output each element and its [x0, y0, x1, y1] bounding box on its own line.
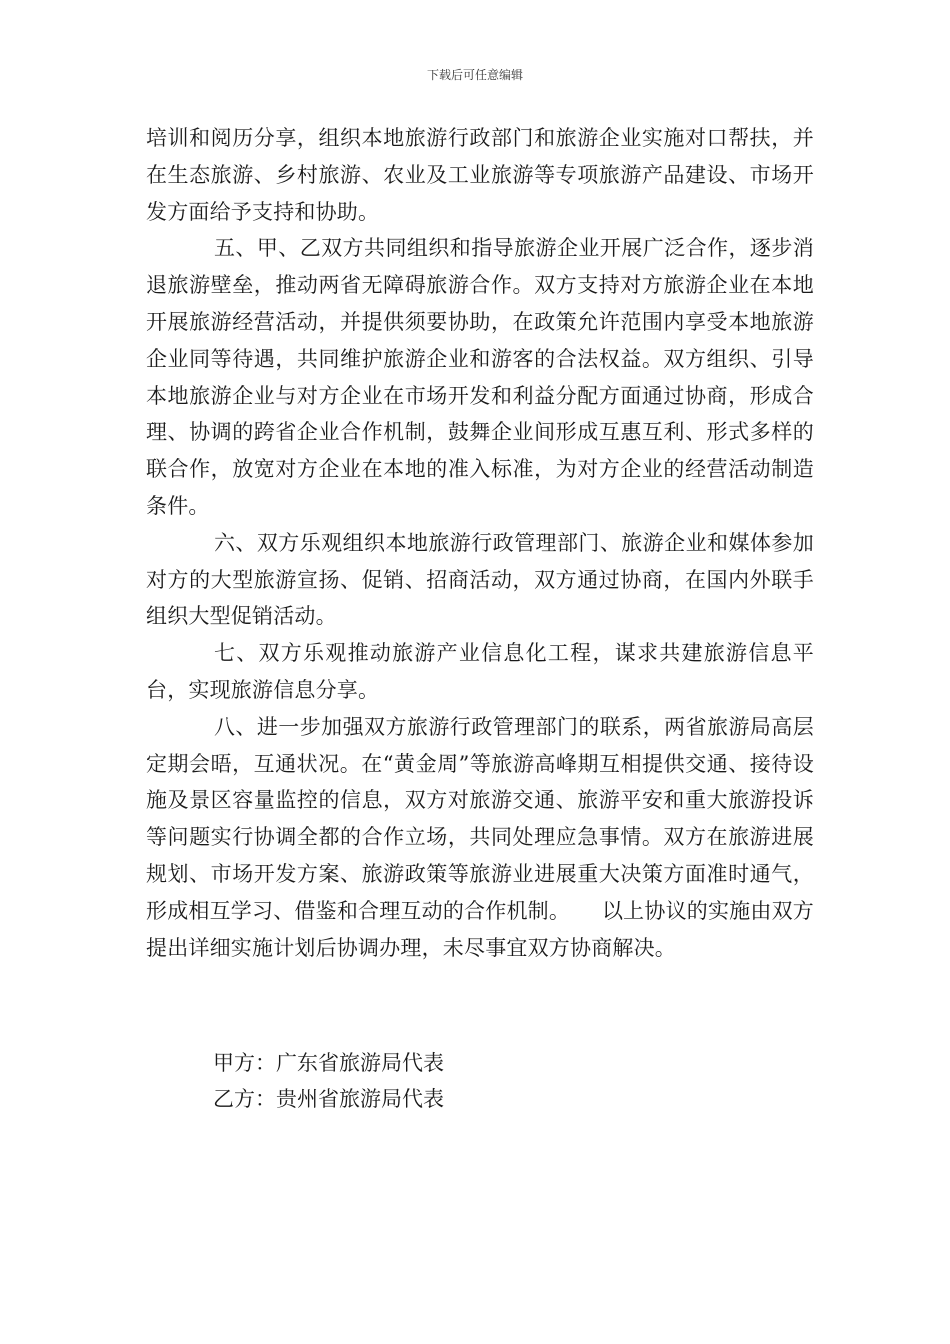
paragraph-article-6: 六、双方乐观组织本地旅游行政管理部门、旅游企业和媒体参加对方的大型旅游宣扬、促销、招商活动，双方通过协商，在国内外联手组织大型促销活动。 [146, 530, 814, 629]
paragraph-article-5: 五、甲、乙双方共同组织和指导旅游企业开展广泛合作，逐步消退旅游壁垒，推动两省无障碍旅游合作。双方支持对方旅游企业在本地开展旅游经营活动，并提供须要协助，在政策允许范围内享受本地旅游企业同等待遇，共同维护旅游企业和游客的合法权益。双方组织、引导本地旅游企业与对方企业在市场开发和利益分配方面通过协商，形成合理、协调的跨省企业合作机制，鼓舞企业间形成互惠互利、形式多样的联合作，放宽对方企业在本地的准入标准，为对方企业的经营活动制造条件。 [146, 236, 814, 518]
signature-block [213, 1045, 444, 1117]
page-header-note: 下载后可任意编辑 [426, 68, 523, 82]
document-body [146, 120, 814, 966]
paragraph-article-7: 七、双方乐观推动旅游产业信息化工程，谋求共建旅游信息平台，实现旅游信息分享。 [146, 641, 814, 702]
signature-party-a: 甲方：广东省旅游局代表 [213, 1051, 444, 1075]
signature-party-b: 乙方：贵州省旅游局代表 [213, 1087, 444, 1111]
paragraph-continuation: 培训和阅历分享，组织本地旅游行政部门和旅游企业实施对口帮扶，并在生态旅游、乡村旅游、农业及工业旅游等专项旅游产品建设、市场开发方面给予支持和协助。 [146, 126, 814, 224]
paragraph-article-8: 八、进一步加强双方旅游行政管理部门的联系，两省旅游局高层定期会晤，互通状况。在“黄金周”等旅游高峰期互相提供交通、接待设施及景区容量监控的信息，双方对旅游交通、旅游平安和重大旅游投诉等问题实行协调全都的合作立场，共同处理应急事情。双方在旅游进展规划、市场开发方案、旅游政策等旅游业进展重大决策方面准时通气，形成相互学习、借鉴和合理互动的合作机制。 以上协议的实施由双方提出详细实施计划后协调办理，未尽事宜双方协商解决。 [146, 714, 814, 960]
